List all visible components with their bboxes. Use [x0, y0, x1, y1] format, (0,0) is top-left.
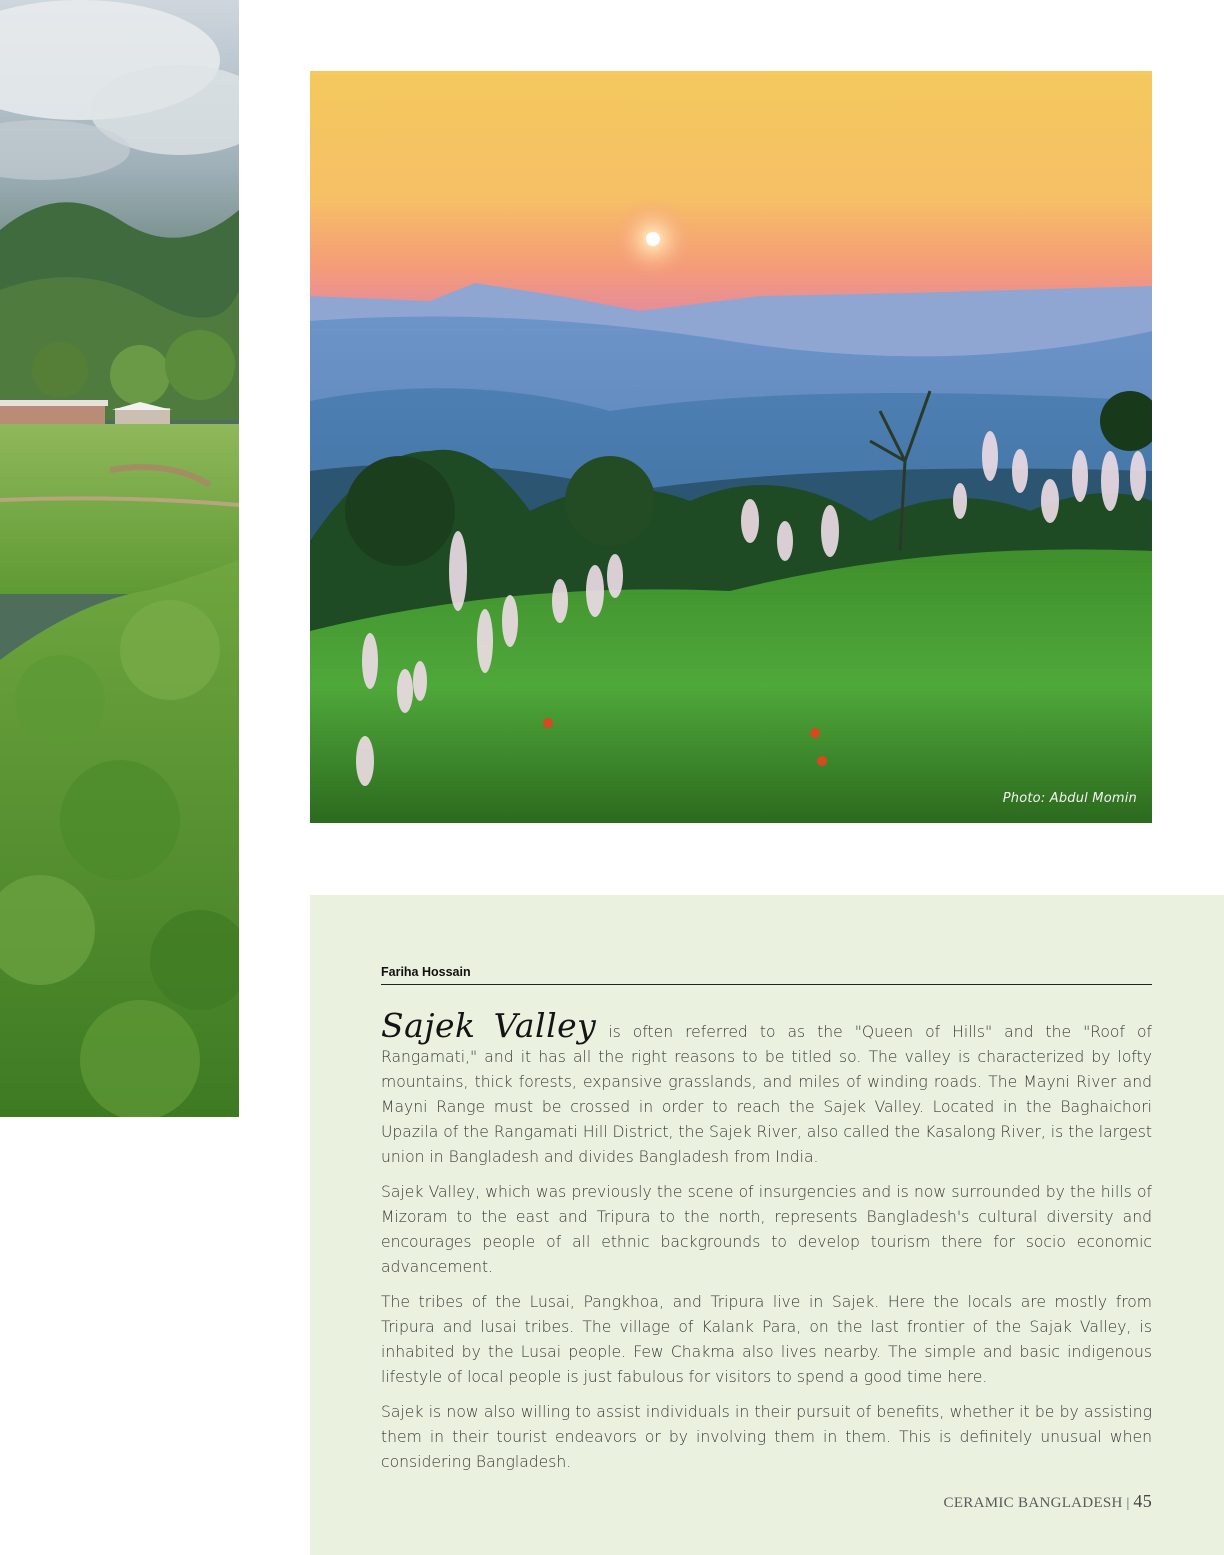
article-panel — [310, 895, 1224, 1555]
article-title: Sajek Valley — [381, 1006, 597, 1045]
photo-credit: Photo: Abdul Momin — [1002, 791, 1137, 806]
author-byline: Fariha Hossain — [381, 965, 1152, 985]
article-paragraph: The tribes of the Lusai, Pangkhoa, and Tripura live in Sajek. Here the locals are mostly from Tripura and lusai tribes. The village of Kalank Para, on the last frontier of the Sajak Valley, is inhabited by the Lusai people. Few Chakma also lives nearby. The simple and basic indigenous lifestyle of local people is just fabulous for visitors to spend a good time here. — [381, 1293, 1152, 1386]
left-landscape-illustration — [0, 0, 239, 1117]
page-number: 45 — [1133, 1491, 1152, 1511]
article-paragraph: Sajek Valley, which was previously the scene of insurgencies and is now surrounded by the hills of Mizoram to the east and Tripura to the north, represents Bangladesh's cultural diversity and encourages people of all ethnic backgrounds to develop tourism there for socio economic advancement. — [381, 1183, 1152, 1276]
publication-name: CERAMIC BANGLADESH — [943, 1495, 1123, 1511]
footer-separator: | — [1122, 1496, 1134, 1511]
left-landscape-photo — [0, 0, 239, 1117]
sajek-sunset-photo — [310, 71, 1152, 823]
article-body — [381, 1006, 1152, 1485]
page-footer — [944, 1491, 1152, 1512]
article-paragraph: Sajek is now also willing to assist individuals in their pursuit of benefits, whether it be by assisting them in their tourist endeavors or by involving them in them. This is definitely unusual when considering Bangladesh. — [381, 1403, 1152, 1471]
lead-paragraph-text: is often referred to as the "Queen of Hills" and the "Roof of Rangamati," and it has all the right reasons to be titled so. The valley is characterized by lofty mountains, thick forests, expansive grasslands, and miles of winding roads. The Mayni River and Mayni Range must be crossed in order to reach the Sajek Valley. Located in the Baghaichori Upazila of the Rangamati Hill District, the Sajek River, also called the Kasalong River, is the largest union in Bangladesh and divides Bangladesh from India. — [381, 1023, 1152, 1166]
sunset-landscape-illustration — [310, 71, 1152, 823]
article-lead-paragraph — [381, 1006, 1152, 1170]
